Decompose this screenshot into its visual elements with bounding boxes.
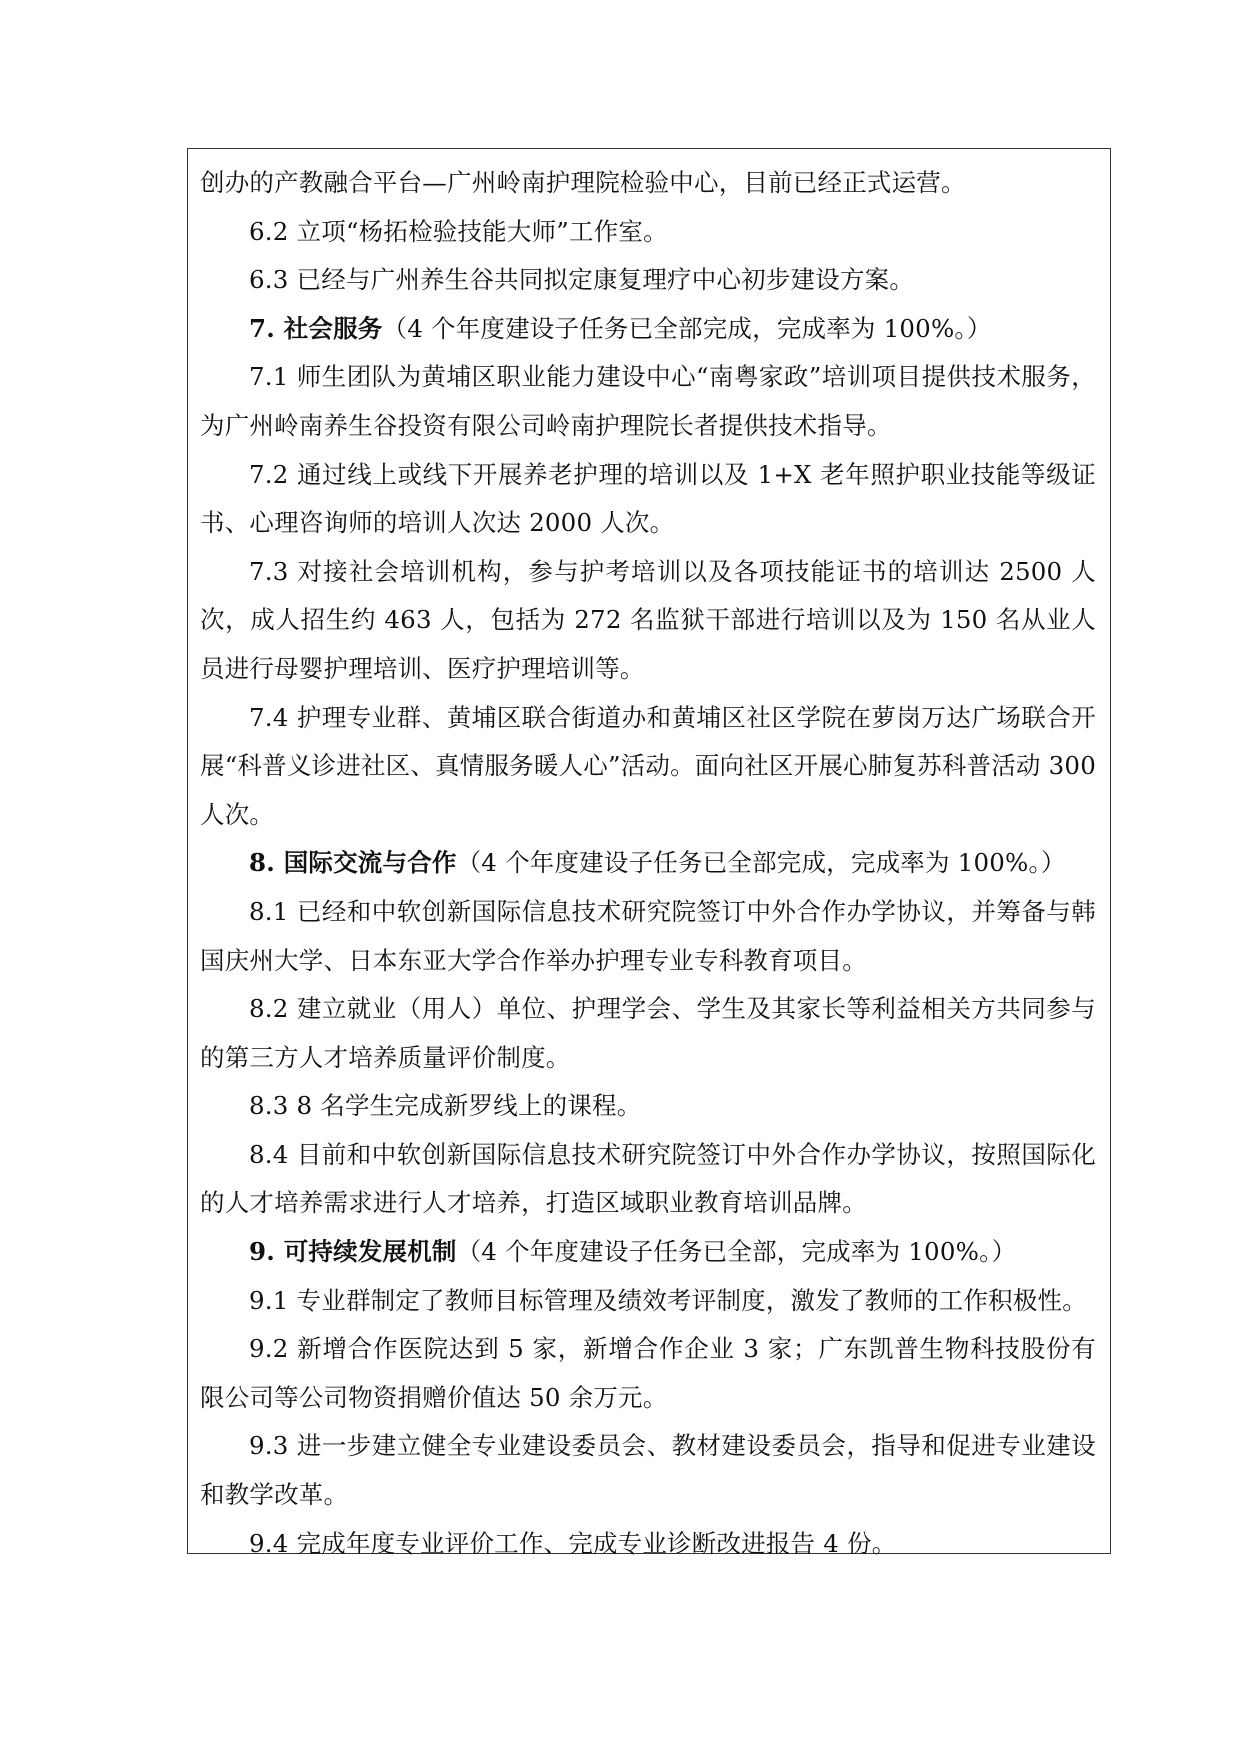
section-heading-7: [200, 305, 1096, 354]
report-body: [200, 159, 1096, 1568]
section-note: （4 个年度建设子任务已全部完成，完成率为 100%。）: [456, 848, 1066, 878]
paragraph-7-1: 7.1 师生团队为黄埔区职业能力建设中心“南粤家政”培训项目提供技术服务，为广州岭南养生谷投资有限公司岭南护理院长者提供技术指导。: [200, 362, 1096, 440]
paragraph-9-4: 9.4 完成年度专业评价工作、完成专业诊断改进报告 4 份。: [249, 1528, 897, 1558]
section-title: 7. 社会服务: [249, 313, 383, 343]
paragraph-9-3: 9.3 进一步建立健全专业建设委员会、教材建设委员会，指导和促进专业建设和教学改革。: [200, 1431, 1096, 1510]
paragraph-9-2: 9.2 新增合作医院达到 5 家，新增合作企业 3 家；广东凯普生物科技股份有限公司等公司物资捐赠价值达 50 余万元。: [200, 1334, 1096, 1412]
paragraph-6-3: 6.3 已经与广州养生谷共同拟定康复理疗中心初步建设方案。: [249, 265, 915, 295]
section-note: （4 个年度建设子任务已全部，完成率为 100%。）: [456, 1237, 1017, 1267]
section-title: 9. 可持续发展机制: [249, 1237, 457, 1267]
paragraph-7-3: 7.3 对接社会培训机构，参与护考培训以及各项技能证书的培训达 2500 人次，成人招生约 463 人，包括为 272 名监狱干部进行培训以及为 150 名从业人员进行母婴护理培训、医疗护理培训等。: [200, 556, 1096, 683]
paragraph-8-3: 8.3 8 名学生完成新罗线上的课程。: [249, 1091, 642, 1121]
paragraph-7-2: 7.2 通过线上或线下开展养老护理的培训以及 1+X 老年照护职业技能等级证书、心理咨询师的培训人次达 2000 人次。: [200, 459, 1096, 538]
paragraph-8-4: 8.4 目前和中软创新国际信息技术研究院签订中外合作办学协议，按照国际化的人才培养需求进行人才培养，打造区域职业教育培训品牌。: [200, 1139, 1096, 1218]
section-title: 8. 国际交流与合作: [249, 848, 457, 878]
paragraph-continuation: 创办的产教融合平台—广州岭南护理院检验中心，目前已经正式运营。: [200, 168, 966, 197]
paragraph-6-2: 6.2 立项“杨拓检验技能大师”工作室。: [249, 216, 668, 246]
paragraph-8-1: 8.1 已经和中软创新国际信息技术研究院签订中外合作办学协议，并筹备与韩国庆州大学、日本东亚大学合作举办护理专业专科教育项目。: [200, 896, 1096, 975]
paragraph-9-1: 9.1 专业群制定了教师目标管理及绩效考评制度，激发了教师的工作积极性。: [249, 1285, 1087, 1315]
paragraph-8-2: 8.2 建立就业（用人）单位、护理学会、学生及其家长等利益相关方共同参与的第三方人才培养质量评价制度。: [200, 994, 1096, 1072]
paragraph-7-4: 7.4 护理专业群、黄埔区联合街道办和黄埔区社区学院在萝岗万达广场联合开展“科普义诊进社区、真情服务暖人心”活动。面向社区开展心肺复苏科普活动 300 人次。: [200, 702, 1096, 829]
section-heading-9: [200, 1228, 1096, 1277]
report-table-cell: [187, 148, 1111, 1558]
section-note: （4 个年度建设子任务已全部完成，完成率为 100%。）: [382, 313, 992, 343]
section-heading-8: [200, 839, 1096, 888]
